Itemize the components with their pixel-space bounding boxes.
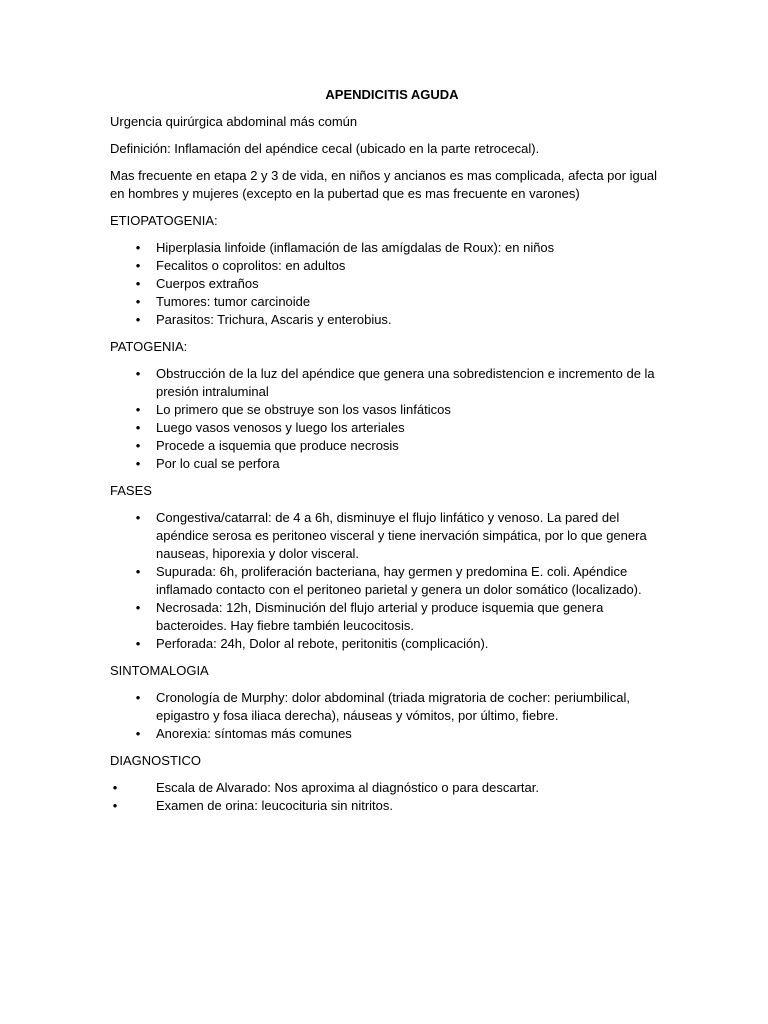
- list-item: [110, 797, 670, 815]
- list-item-text: Congestiva/catarral: de 4 a 6h, disminuye el flujo linfático y venoso. La pared del apéndice serosa es peritoneo visceral y tiene inervación simpática, por lo que genera nauseas, hiporexia y dolor visceral.: [156, 510, 647, 561]
- diagnostico-list: [110, 779, 670, 815]
- bullet-icon: •: [135, 636, 141, 651]
- bullet-icon: •: [135, 366, 141, 381]
- section-heading-diagnostico: DIAGNOSTICO: [110, 753, 202, 768]
- list-item-text: Luego vasos venosos y luego los arteriales: [156, 420, 405, 435]
- list-item-text: Cuerpos extraños: [156, 276, 259, 291]
- section-heading-fases: FASES: [110, 483, 152, 498]
- list-item: [110, 455, 670, 473]
- list-item: [110, 239, 670, 257]
- bullet-icon: •: [135, 438, 141, 453]
- list-item: [110, 599, 670, 635]
- document-title: APENDICITIS AGUDA: [325, 87, 459, 102]
- sintomalogia-list: [110, 689, 670, 743]
- bullet-icon: •: [135, 564, 141, 579]
- patogenia-list: [110, 365, 670, 473]
- bullet-icon: •: [135, 510, 141, 525]
- bullet-icon: •: [135, 276, 141, 291]
- list-item: [110, 779, 670, 797]
- list-item-text: Obstrucción de la luz del apéndice que genera una sobredistencion e incremento de la presión intraluminal: [156, 366, 655, 399]
- list-item-text: Tumores: tumor carcinoide: [156, 294, 311, 309]
- bullet-icon: •: [135, 402, 141, 417]
- bullet-icon: •: [135, 312, 141, 327]
- fases-list: [110, 509, 670, 653]
- etiopatogenia-list: [110, 239, 670, 329]
- list-item-text: Parasitos: Trichura, Ascaris y enterobius.: [156, 312, 392, 327]
- list-item-text: Examen de orina: leucocituria sin nitritos.: [156, 798, 394, 813]
- bullet-icon: •: [135, 258, 141, 273]
- list-item-text: Anorexia: síntomas más comunes: [156, 726, 352, 741]
- bullet-icon: •: [135, 690, 141, 705]
- list-item: [110, 275, 670, 293]
- definition-text: Definición: Inflamación del apéndice cecal (ubicado en la parte retrocecal).: [110, 141, 540, 156]
- list-item: [110, 635, 670, 653]
- list-item-text: Por lo cual se perfora: [156, 456, 280, 471]
- list-item: [110, 509, 670, 563]
- list-item-text: Escala de Alvarado: Nos aproxima al diagnóstico o para descartar.: [156, 780, 539, 795]
- list-item-text: Supurada: 6h, proliferación bacteriana, hay germen y predomina E. coli. Apéndice inflamado contacto con el peritoneo parietal y genera un dolor somático (localizado).: [156, 564, 642, 597]
- list-item-text: Procede a isquemia que produce necrosis: [156, 438, 399, 453]
- list-item: [110, 311, 670, 329]
- list-item: [110, 725, 670, 743]
- bullet-icon: •: [135, 240, 141, 255]
- list-item: [110, 563, 670, 599]
- list-item: [110, 293, 670, 311]
- list-item: [110, 257, 670, 275]
- intro-text: Urgencia quirúrgica abdominal más común: [110, 114, 358, 129]
- frequency-text: Mas frecuente en etapa 2 y 3 de vida, en niños y ancianos es mas complicada, afecta por igual en hombres y mujeres (excepto en la pubertad que es mas frecuente en varones): [110, 168, 658, 201]
- bullet-icon: •: [135, 294, 141, 309]
- list-item: [110, 419, 670, 437]
- list-item-text: Perforada: 24h, Dolor al rebote, peritonitis (complicación).: [156, 636, 489, 651]
- list-item: [110, 365, 670, 401]
- section-heading-etiopatogenia: ETIOPATOGENIA:: [110, 213, 218, 228]
- bullet-icon: •: [135, 420, 141, 435]
- bullet-icon: •: [135, 456, 141, 471]
- list-item-text: Hiperplasia linfoide (inflamación de las amígdalas de Roux): en niños: [156, 240, 555, 255]
- bullet-icon: •: [135, 726, 141, 741]
- list-item: [110, 437, 670, 455]
- list-item-text: Fecalitos o coprolitos: en adultos: [156, 258, 346, 273]
- document-body: [110, 86, 670, 824]
- list-item-text: Lo primero que se obstruye son los vasos linfáticos: [156, 402, 451, 417]
- bullet-icon: •: [135, 600, 141, 615]
- section-heading-patogenia: PATOGENIA:: [110, 339, 188, 354]
- list-item-text: Necrosada: 12h, Disminución del flujo arterial y produce isquemia que genera bacteroides. Hay fiebre también leucocitosis.: [156, 600, 604, 633]
- section-heading-sintomalogia: SINTOMALOGIA: [110, 663, 209, 678]
- bullet-icon: •: [112, 780, 118, 795]
- list-item: [110, 689, 670, 725]
- bullet-icon: •: [112, 798, 118, 813]
- list-item: [110, 401, 670, 419]
- list-item-text: Cronología de Murphy: dolor abdominal (triada migratoria de cocher: periumbilical, epigastro y fosa iliaca derecha), náuseas y vómitos, por último, fiebre.: [156, 690, 631, 723]
